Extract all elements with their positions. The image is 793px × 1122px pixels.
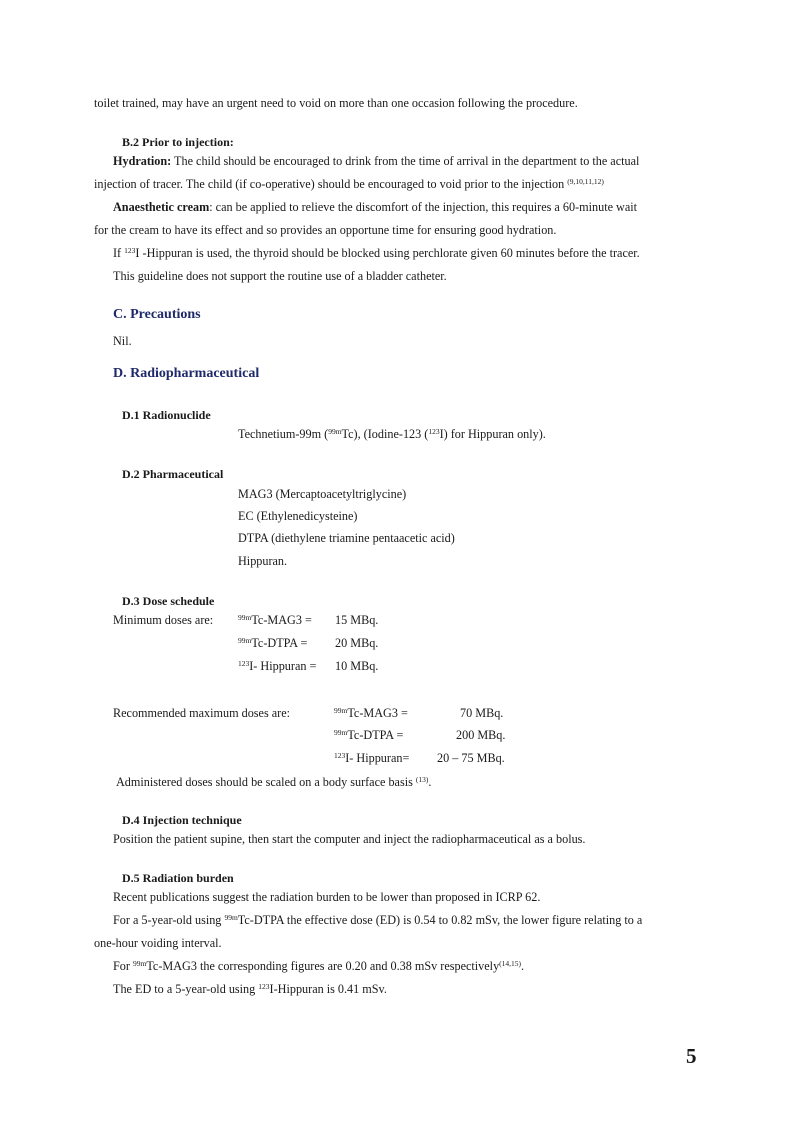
hydration-text-2: injection of tracer. The child (if co-operative) should be encouraged to void prior to the injection — [94, 177, 568, 191]
dose-name-text: Tc-DTPA = — [347, 728, 404, 742]
isotope-sup: 99m — [238, 613, 252, 622]
isotope-sup: 123 — [238, 659, 250, 668]
precautions-text: Nil. — [113, 334, 132, 348]
max-dose-value: 20 – 75 MBq. — [437, 751, 505, 765]
isotope-sup: 99m — [238, 636, 252, 645]
hydration-text-1: The child should be encouraged to drink from the time of arrival in the department to the actual — [171, 154, 640, 168]
dose-name-text: I- Hippuran = — [249, 659, 317, 673]
isotope-sup: 123 — [258, 982, 270, 991]
scaled-doses-text: Administered doses should be scaled on a body surface basis — [116, 775, 416, 789]
dose-name-text: Tc-MAG3 = — [251, 613, 312, 627]
min-dose-value: 15 MBq. — [335, 613, 379, 627]
dose-name-text: Tc-MAG3 = — [347, 706, 408, 720]
scaled-doses-end: . — [428, 775, 432, 789]
iodine-isotope-sup: 123 — [428, 427, 440, 436]
radiation-line-2-a: For a 5-year-old using — [113, 913, 225, 927]
radionuclide-text-a: Technetium-99m ( — [238, 427, 329, 441]
radiation-line-4-end: . — [521, 959, 525, 973]
pharmaceutical-item: DTPA (diethylene triamine pentaacetic acid) — [238, 531, 455, 545]
radiation-line-4-a: For — [113, 959, 133, 973]
scaled-doses-line — [116, 774, 431, 790]
dose-name-text: Tc-DTPA = — [251, 636, 308, 650]
pharmaceutical-item: EC (Ethylenedicysteine) — [238, 509, 358, 523]
min-dose-name — [238, 658, 316, 674]
hydration-reference: (9,10,11,12) — [567, 177, 604, 186]
min-dose-value: 20 MBq. — [335, 636, 379, 650]
radiation-line-2-b: Tc-DTPA the effective dose (ED) is 0.54 to 0.82 mSv, the lower figure relating to a — [237, 913, 643, 927]
max-dose-name — [334, 750, 409, 766]
min-dose-name — [238, 635, 307, 651]
hydration-label: Hydration: — [113, 154, 172, 168]
radiation-line-5-a: The ED to a 5-year-old using — [113, 982, 259, 996]
isotope-sup: 99m — [334, 728, 348, 737]
maximum-doses-label: Recommended maximum doses are: — [113, 706, 291, 720]
hippuran-line — [113, 245, 640, 261]
radiation-line-4 — [113, 958, 524, 974]
catheter-line: This guideline does not support the routine use of a bladder catheter. — [113, 269, 447, 283]
hydration-line-1 — [113, 153, 639, 169]
tc-isotope-sup: 99m — [328, 427, 342, 436]
pharmaceutical-item: MAG3 (Mercaptoacetyltriglycine) — [238, 487, 407, 501]
section-d1-heading: D.1 Radionuclide — [122, 408, 211, 422]
hippuran-prefix: If — [113, 246, 125, 260]
page-number: 5 — [686, 1044, 697, 1068]
section-d5-heading: D.5 Radiation burden — [122, 871, 234, 885]
section-d4-heading: D.4 Injection technique — [122, 813, 242, 827]
section-d2-heading: D.2 Pharmaceutical — [122, 467, 224, 481]
hydration-line-2 — [94, 176, 604, 192]
cream-line-1 — [113, 199, 637, 215]
section-d-heading: D. Radiopharmaceutical — [113, 366, 260, 381]
injection-technique-text: Position the patient supine, then start the computer and inject the radiopharmaceutical as a bolus. — [113, 832, 586, 846]
isotope-sup: 99m — [334, 706, 348, 715]
hippuran-text: I -Hippuran is used, the thyroid should be blocked using perchlorate given 60 minutes before the tracer. — [135, 246, 640, 260]
minimum-doses-label: Minimum doses are: — [113, 613, 214, 627]
max-dose-name — [334, 705, 408, 721]
cream-label: Anaesthetic cream — [113, 200, 210, 214]
radiation-reference: (14,15) — [499, 959, 522, 968]
intro-line: toilet trained, may have an urgent need to void on more than one occasion following the procedure. — [94, 96, 578, 110]
hippuran-isotope-sup: 123 — [124, 246, 136, 255]
min-dose-value: 10 MBq. — [335, 659, 379, 673]
section-c-heading: C. Precautions — [113, 307, 201, 322]
radiation-line-1: Recent publications suggest the radiation burden to be lower than proposed in ICRP 62. — [113, 890, 541, 904]
isotope-sup: 99m — [224, 913, 238, 922]
radiation-line-4-b: Tc-MAG3 the corresponding figures are 0.20 and 0.38 mSv respectively — [146, 959, 500, 973]
isotope-sup: 99m — [132, 959, 147, 968]
max-dose-value: 200 MBq. — [456, 728, 506, 742]
cream-line-2: for the cream to have its effect and so provides an opportune time for ensuring good hydration. — [94, 223, 557, 237]
radiation-line-2 — [113, 912, 642, 928]
section-d3-heading: D.3 Dose schedule — [122, 594, 215, 608]
radiation-line-5-b: I-Hippuran is 0.41 mSv. — [269, 982, 387, 996]
max-dose-value: 70 MBq. — [460, 706, 504, 720]
min-dose-name — [238, 612, 312, 628]
radiation-line-3: one-hour voiding interval. — [94, 936, 222, 950]
scaled-doses-reference: (13) — [415, 775, 429, 784]
pharmaceutical-item: Hippuran. — [238, 554, 288, 568]
dose-name-text: I- Hippuran= — [345, 751, 410, 765]
radionuclide-text-b: Tc), (Iodine-123 ( — [341, 427, 429, 441]
cream-text-1: : can be applied to relieve the discomfort of the injection, this requires a 60-minute wait — [209, 200, 638, 214]
radionuclide-text-c: I) for Hippuran only). — [439, 427, 546, 441]
section-b2-heading: B.2 Prior to injection: — [122, 135, 234, 149]
max-dose-name — [334, 727, 403, 743]
isotope-sup: 123 — [334, 751, 346, 760]
radiation-line-5 — [113, 981, 387, 997]
radionuclide-line — [238, 426, 546, 442]
